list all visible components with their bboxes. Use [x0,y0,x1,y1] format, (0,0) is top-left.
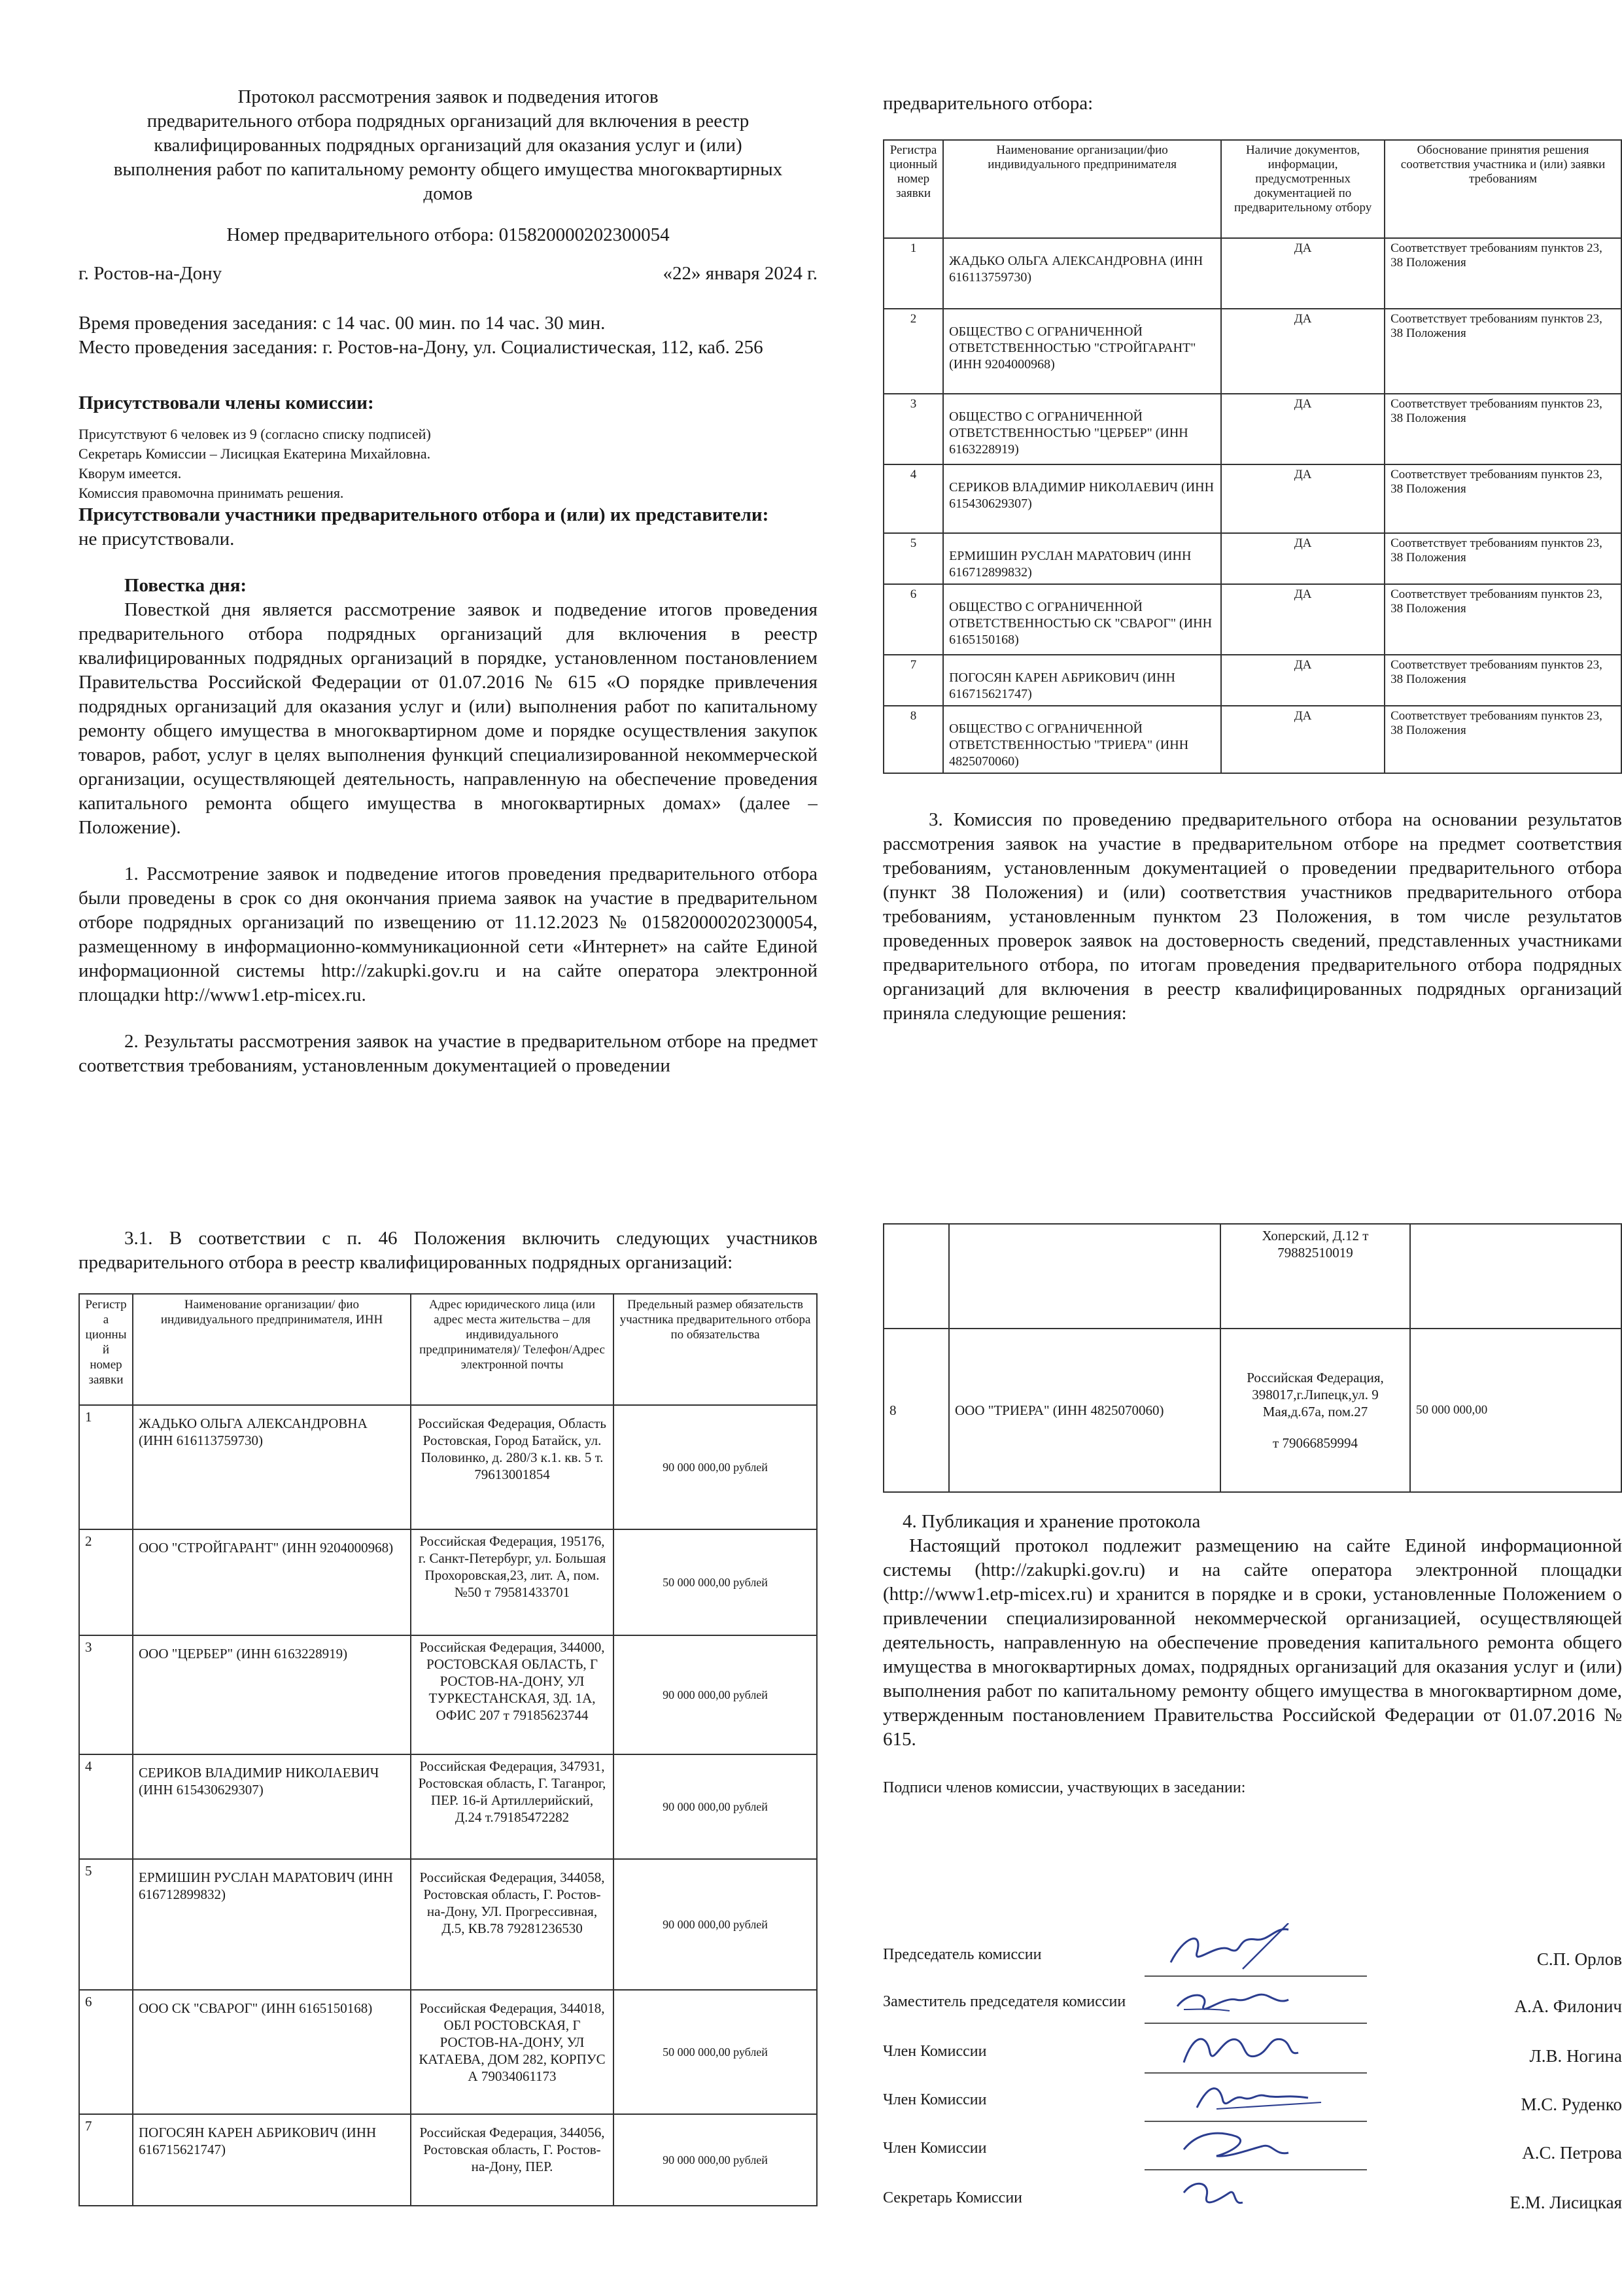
meeting-time: Время проведения заседания: с 14 час. 00 мин. по 14 час. 30 мин. [78,313,606,334]
table-row: 5 ЕРМИШИН РУСЛАН МАРАТОВИЧ (ИНН 616712899832) ДА Соответствует требованиям пунктов 23, 38 Положения [884,533,1621,584]
table-row: 6 ОБЩЕСТВО С ОГРАНИЧЕННОЙ ОТВЕТСТВЕННОСТЬЮ СК "СВАРОГ" (ИНН 6165150168) ДА Соответствует требованиям пунктов 23, 38 Положения [884,584,1621,655]
item-3-text: 3. Комиссия по проведению предварительного отбора на основании результатов рассмотрения заявок на участие в предварительном отборе на предмет соответствия требованиям, установленным документацией о проведении предварительного отбора (пункт 38 Положения) и (или) соответствия участников предварительного отбора требованиям, установленным пунктом 23 Положения, в том числе результатов проведенных проверок заявок на достоверность сведений, представленных участниками предварительного отбора, по итогам проведения предварительного отбора подрядных организаций для включения в реестр квалифицированных подрядных организаций приняла следующие решения: [883,809,1622,1024]
table-row: 5 ЕРМИШИН РУСЛАН МАРАТОВИЧ (ИНН 616712899832) Российская Федерация, 344058, Ростовская область, Г. Ростов-на-Дону, УЛ. Прогрессивная, Д.5, КВ.78 79281236530 90 000 000,00 рублей [79,1859,817,1990]
publication-heading: 4. Публикация и хранение протокола [903,1511,1201,1532]
signature-mark [1158,1970,1328,2023]
signature-mark [1158,2166,1328,2218]
page2-continuation: предварительного отбора: [883,93,1094,114]
row8-address: Российская Федерация, 398017,г.Липецк,ул. 9 Мая,д.67а, пом.27 [1247,1370,1384,1419]
table-row: 2 ОБЩЕСТВО С ОГРАНИЧЕННОЙ ОТВЕТСТВЕННОСТЬЮ "СТРОЙГАРАНТ" (ИНН 9204000968) ДА Соответствует требованиям пунктов 23, 38 Положения [884,309,1621,394]
table-row: 7 ПОГОСЯН КАРЕН АБРИКОВИЧ (ИНН 616715621747) Российская Федерация, 344056, Ростовская область, Г. Ростов-на-Дону, ПЕР. 90 000 000,00 рублей [79,2114,817,2206]
meeting-place: Место проведения заседания: г. Ростов-на-Дону, ул. Социалистическая, 112, каб. 256 [78,337,763,358]
signature-mark [1158,2068,1328,2121]
signature-mark [1158,2117,1328,2169]
table-row: 4 СЕРИКОВ ВЛАДИМИР НИКОЛАЕВИЧ (ИНН 615430629307) Российская Федерация, 347931, Ростовская область, Г. Таганрог, ПЕР. 16-й Артиллерийский, Д.24 т.79185472282 90 000 000,00 рублей [79,1754,817,1859]
city: г. Ростов-на-Дону [78,263,222,284]
signature-row: Член Комиссии А.С. Петрова [883,2136,1622,2173]
page-1 [78,85,818,1105]
page-4 [883,1223,1622,2218]
signature-mark [1158,2020,1328,2072]
row8-phone: т 79066859994 [1273,1435,1358,1451]
protocol-title: Протокол рассмотрения заявок и подведения итогов предварительного отбора подрядных организаций для включения в реестр квалифицированных подрядных организаций для оказания услуг и (или) выполнения работ по капитальному ремонту общего имущества многоквартирных домов [113,86,783,204]
registry-table [78,1293,818,2206]
item-1-text: 1. Рассмотрение заявок и подведение итогов проведения предварительного отбора были проведены в срок со дня окончания приема заявок на участие в предварительном отборе подрядных организаций по извещению от 11.12.2023 № 015820000202300054, размещенному в информационно-коммуникационной сети «Интернет» на сайте Единой информационной системы http://zakupki.gov.ru и на сайте оператора электронной площадки http://www1.etp-micex.ru. [78,863,818,1005]
table-row: 6 ООО СК "СВАРОГ" (ИНН 6165150168) Российская Федерация, 344018, ОБЛ РОСТОВСКАЯ, Г РОСТОВ-НА-ДОНУ, УЛ КАТАЕВА, ДОМ 282, КОРПУС А 79034061173 50 000 000,00 рублей [79,1990,817,2114]
publication-text: Настоящий протокол подлежит размещению на сайте Единой информационной системы (http://zakupki.gov.ru) и на сайте оператора электронной площадки (http://www1.etp-micex.ru) и хранится в порядке и в сроки, установленные Положением о привлечении специализированной некоммерческой организацией, осуществляющей деятельность, направленную на обеспечение проведения капитального ремонта общего имущества в многоквартирных домах, подрядных организаций для оказания услуг и (или) выполнения работ по капитальному ремонту общего имущества в многоквартирном доме, утвержденным постановлением Правительства Российской Федерации от 01.07.2016 № 615. [883,1535,1622,1750]
participants-heading: Присутствовали участники предварительного отбора и (или) их представители: [78,504,769,525]
table-row: 1 ЖАДЬКО ОЛЬГА АЛЕКСАНДРОВНА (ИНН 616113759730) Российская Федерация, Область Ростовская, Город Батайск, ул. Половинко, д. 280/3 к.1. кв. 5 т. 79613001854 90 000 000,00 рублей [79,1405,817,1529]
protocol-date: «22» января 2024 г. [663,263,818,284]
signature-row: Председатель комиссии С.П. Орлов [883,1943,1622,1979]
city-date-row [78,262,818,288]
page-2 [883,92,1622,1112]
table-header-row: Регистр а ционны й номер заявки Наименование организации/ фио индивидуального предпринимателя, ИНН Адрес юридического лица (или адрес места жительства – для индивидуального предпринимателя)/ Телефон/Адрес электронной почты Предельный размер обязательств участника предварительного отбора по обязательства [79,1294,817,1405]
item-2-text: 2. Результаты рассмотрения заявок на участие в предварительном отборе на предмет соответствия требованиям, установленным документацией о проведении [78,1031,818,1076]
item-3-1-text: 3.1. В соответствии с п. 46 Положения включить следующих участников предварительного отбора в реестр квалифицированных подрядных организаций: [78,1228,818,1273]
results-table [883,139,1622,774]
table-row: 7 ПОГОСЯН КАРЕН АБРИКОВИЧ (ИНН 616715621747) ДА Соответствует требованиям пунктов 23, 38 Положения [884,655,1621,706]
page-3 [78,1226,818,2214]
signatures-heading: Подписи членов комиссии, участвующих в заседании: [883,1779,1246,1796]
registry-table-continued [883,1223,1622,1493]
members-list: Присутствуют 6 человек из 9 (согласно списку подписей) Секретарь Комиссии – Лисицкая Екатерина Михайловна. Кворум имеется. Комиссия правомочна принимать решения. [78,426,431,501]
signature-row: Член Комиссии Л.В. Ногина [883,2040,1622,2076]
signatures-block [883,1943,1622,2218]
signature-row: Секретарь Комиссии Е.М. Лисицкая [883,2186,1622,2218]
table-row: 8 ООО "ТРИЕРА" (ИНН 4825070060) Российская Федерация, 398017,г.Липецк,ул. 9 Мая,д.67а, пом.27 т 79066859994 50 000 000,00 [884,1329,1621,1492]
table-row: 2 ООО "СТРОЙГАРАНТ" (ИНН 9204000968) Российская Федерация, 195176, г. Санкт-Петербург, ул. Большая Прохоровская,23, лит. А, пом.№50 т 79581433701 50 000 000,00 рублей [79,1529,817,1635]
table-row: 4 СЕРИКОВ ВЛАДИМИР НИКОЛАЕВИЧ (ИНН 615430629307) ДА Соответствует требованиям пунктов 23, 38 Положения [884,464,1621,533]
signature-mark [1158,1923,1328,1975]
participants-text: не присутствовали. [78,529,235,549]
table-row: 1 ЖАДЬКО ОЛЬГА АЛЕКСАНДРОВНА (ИНН 616113759730) ДА Соответствует требованиям пунктов 23, 38 Положения [884,238,1621,309]
selection-number: Номер предварительного отбора: 015820000202300054 [226,224,670,245]
table-row: 8 ОБЩЕСТВО С ОГРАНИЧЕННОЙ ОТВЕТСТВЕННОСТЬЮ "ТРИЕРА" (ИНН 4825070060) ДА Соответствует требованиям пунктов 23, 38 Положения [884,706,1621,773]
agenda-heading: Повестка дня: [124,575,247,596]
signature-row: Член Комиссии М.С. Руденко [883,2088,1622,2125]
signature-row: Заместитель председателя комиссии А.А. Филонич [883,1990,1622,2026]
table-row: 3 ООО "ЦЕРБЕР" (ИНН 6163228919) Российская Федерация, 344000, РОСТОВСКАЯ ОБЛАСТЬ, Г РОСТОВ-НА-ДОНУ, УЛ ТУРКЕСТАНСКАЯ, ЗД. 1А, ОФИС 207 т 79185623744 90 000 000,00 рублей [79,1635,817,1754]
table-header-row: Регистра ционный номер заявки Наименование организации/фио индивидуального предпринимателя Наличие документов, информации, предусмотренных документацией по предварительному отбору Обоснование принятия решения соответствия участника и (или) заявки требованиям [884,140,1621,238]
members-heading: Присутствовали члены комиссии: [78,392,374,413]
table-row: Хоперский, Д.12 т 79882510019 [884,1224,1621,1329]
agenda-text: Повесткой дня является рассмотрение заявок и подведение итогов проведения предварительного отбора подрядных организаций для включения в реестр квалифицированных подрядных организаций в порядке, установленном постановлением Правительства Российской Федерации от 01.07.2016 № 615 «О порядке привлечения подрядных организаций для оказания услуг и (или) выполнения работ по капитальному ремонту общего имущества в многоквартирном доме и порядке осуществления закупок товаров, работ, услуг в целях выполнения функций специализированной некоммерческой организации, осуществляющей деятельность, направленную на обеспечение проведения капитального ремонта общего имущества в многоквартирных домах» (далее – Положение). [78,599,818,838]
table-row: 3 ОБЩЕСТВО С ОГРАНИЧЕННОЙ ОТВЕТСТВЕННОСТЬЮ "ЦЕРБЕР" (ИНН 6163228919) ДА Соответствует требованиям пунктов 23, 38 Положения [884,394,1621,464]
